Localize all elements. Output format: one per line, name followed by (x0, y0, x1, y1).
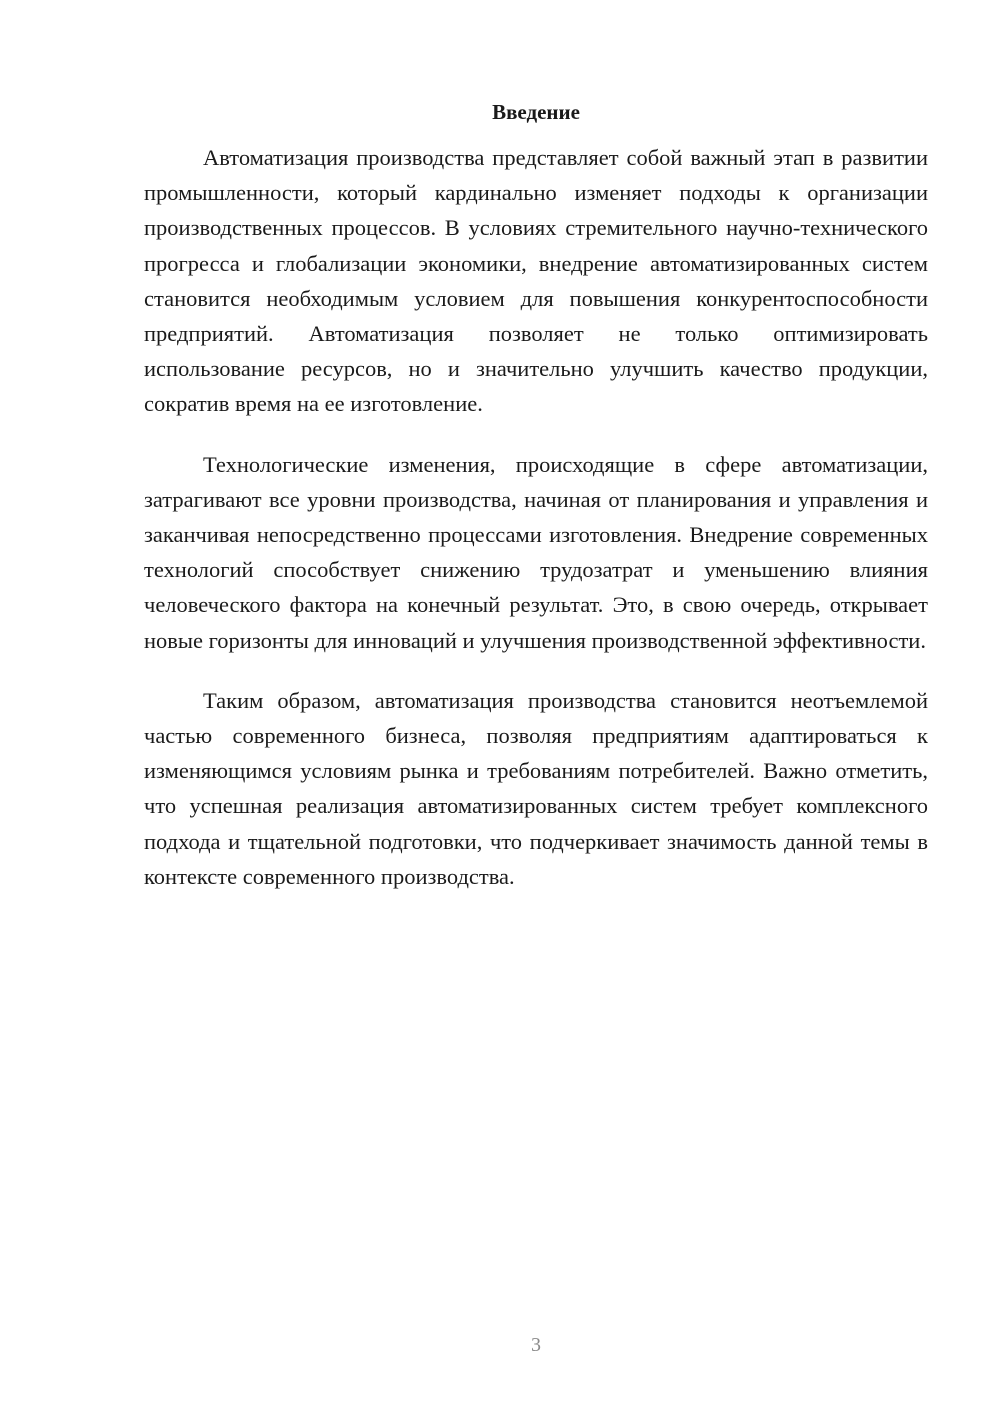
paragraph: Таким образом, автоматизация производства становится неотъемлемой частью современного бизнеса, позволяя предприятиям адаптироваться к изменяющимся условиям рынка и требованиям потребителей. Важно отметить, что успешная реализация автоматизированных систем требует комплексного подхода и тщательной подготовки, что подчеркивает значимость данной темы в контексте современного производства. (144, 687, 928, 889)
section-body (144, 140, 928, 919)
section-title: Введение (492, 100, 580, 124)
page-number: 3 (531, 1334, 541, 1356)
paragraph: Технологические изменения, происходящие в сфере автоматизации, затрагивают все уровни производства, начиная от планирования и управления и заканчивая непосредственно процессами изготовления. Внедрение современных технологий способствует снижению трудозатрат и уменьшению влияния человеческого фактора на конечный результат. Это, в свою очередь, открывает новые горизонты для инноваций и улучшения производственной эффективности. (144, 451, 928, 653)
paragraph: Автоматизация производства представляет собой важный этап в развитии промышленности, который кардинально изменяет подходы к организации производственных процессов. В условиях стремительного научно-технического прогресса и глобализации экономики, внедрение автоматизированных систем становится необходимым условием для повышения конкурентоспособности предприятий. Автоматизация позволяет не только оптимизировать использование ресурсов, но и значительно улучшить качество продукции, сократив время на ее изготовление. (144, 145, 928, 417)
